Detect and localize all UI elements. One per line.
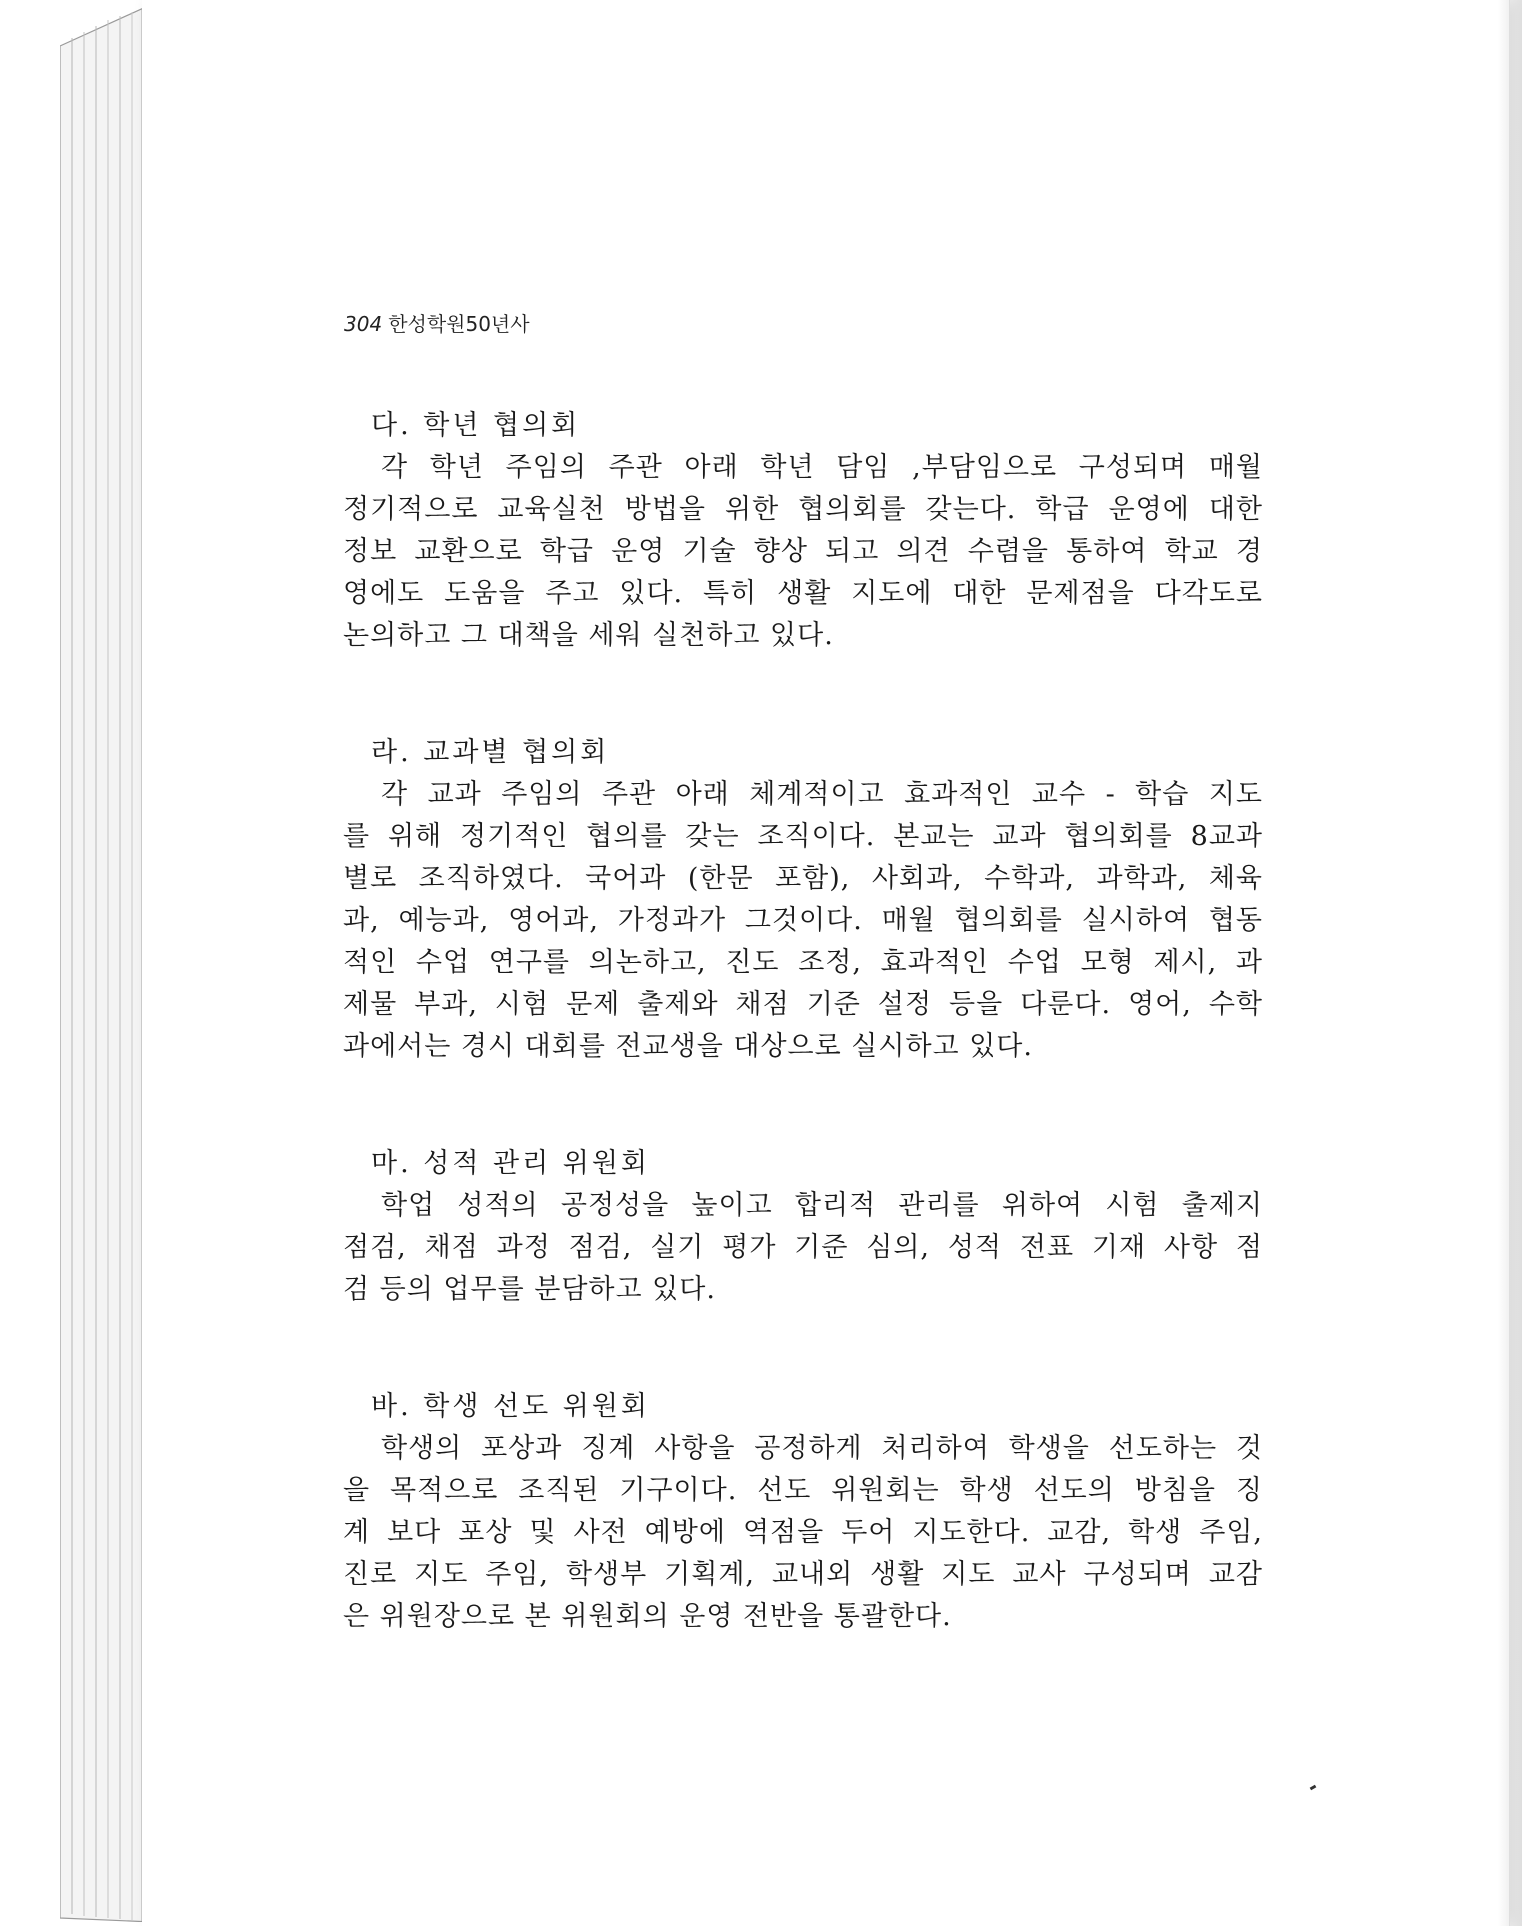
text-line: 점검, 채점 과정 점검, 실기 평가 기준 심의, 성적 전표 기재 사항 점 — [343, 1232, 1263, 1263]
text-line: 과에서는 경시 대회를 전교생을 대상으로 실시하고 있다. — [343, 1031, 1033, 1062]
text-line: 각 교과 주임의 주관 아래 체계적이고 효과적인 교수 - 학습 지도 — [381, 779, 1263, 810]
section-grades-committee — [343, 1143, 1263, 1311]
text-line: 별로 조직하였다. 국어과 (한문 포함), 사회과, 수학과, 과학과, 체육 — [343, 863, 1263, 894]
text-line: 논의하고 그 대책을 세워 실천하고 있다. — [343, 620, 834, 651]
book-title: 한성학원50년사 — [388, 312, 530, 336]
section-grade-council — [343, 405, 1263, 657]
section-paragraph — [343, 447, 1263, 657]
section-paragraph — [343, 1428, 1263, 1638]
section-paragraph — [343, 774, 1263, 1068]
section-paragraph — [343, 1185, 1263, 1311]
page-body — [343, 405, 1263, 1713]
text-line: 정기적으로 교육실천 방법을 위한 협의회를 갖는다. 학급 운영에 대한 — [343, 494, 1263, 525]
text-line: 각 학년 주임의 주관 아래 학년 담임 ,부담임으로 구성되며 매월 — [381, 452, 1263, 483]
text-line: 적인 수업 연구를 의논하고, 진도 조정, 효과적인 수업 모형 제시, 과 — [343, 947, 1263, 978]
section-title: 바. 학생 선도 위원회 — [371, 1391, 650, 1422]
page-stack-edges — [60, 6, 152, 1922]
text-line: 검 등의 업무를 분담하고 있다. — [343, 1274, 716, 1305]
text-line: 를 위해 정기적인 협의를 갖는 조직이다. 본교는 교과 협의회를 8교과 — [343, 821, 1263, 852]
page-edge-shadow — [1498, 0, 1522, 1926]
text-line: 을 목적으로 조직된 기구이다. 선도 위원회는 학생 선도의 방침을 징 — [343, 1475, 1263, 1506]
text-line: 학생의 포상과 징계 사항을 공정하게 처리하여 학생을 선도하는 것 — [381, 1433, 1263, 1464]
text-line: 제물 부과, 시험 문제 출제와 채점 기준 설정 등을 다룬다. 영어, 수학 — [343, 989, 1263, 1020]
text-line: 진로 지도 주임, 학생부 기획계, 교내외 생활 지도 교사 구성되며 교감 — [343, 1559, 1263, 1590]
text-line: 과, 예능과, 영어과, 가정과가 그것이다. 매월 협의회를 실시하여 협동 — [343, 905, 1263, 936]
section-title: 라. 교과별 협의회 — [371, 737, 610, 768]
page-number: 304 — [344, 312, 383, 336]
section-title: 마. 성적 관리 위원회 — [371, 1148, 650, 1179]
text-line: 계 보다 포상 및 사전 예방에 역점을 두어 지도한다. 교감, 학생 주임, — [343, 1517, 1263, 1548]
running-head — [344, 308, 530, 337]
text-line: 영에도 도움을 주고 있다. 특히 생활 지도에 대한 문제점을 다각도로 — [343, 578, 1263, 609]
text-line: 학업 성적의 공정성을 높이고 합리적 관리를 위하여 시험 출제지 — [381, 1190, 1263, 1221]
section-title: 다. 학년 협의회 — [371, 410, 581, 441]
text-line: 은 위원장으로 본 위원회의 운영 전반을 통괄한다. — [343, 1601, 952, 1632]
text-line: 정보 교환으로 학급 운영 기술 향상 되고 의견 수렴을 통하여 학교 경 — [343, 536, 1263, 567]
section-subject-council — [343, 732, 1263, 1068]
section-student-guidance-committee — [343, 1386, 1263, 1638]
